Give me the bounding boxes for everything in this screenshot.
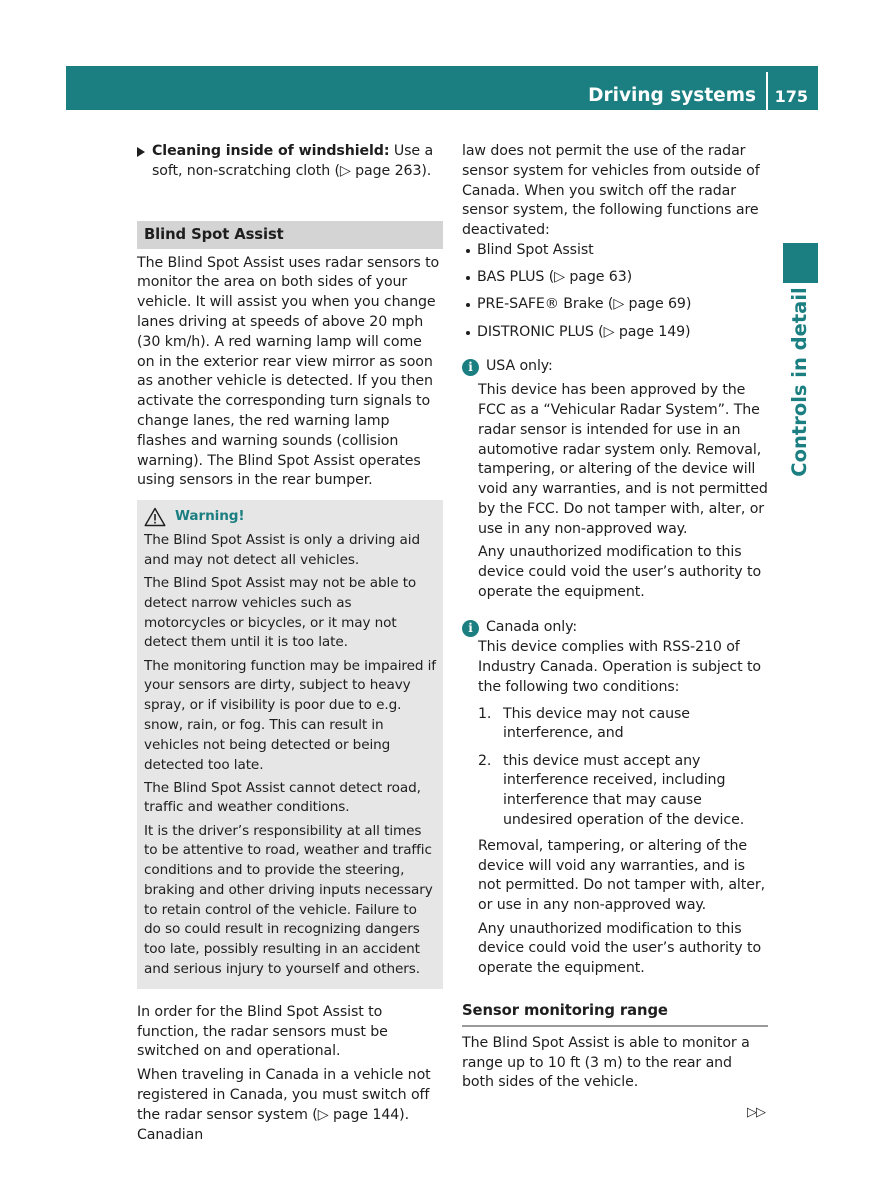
list-number: 1. (478, 705, 492, 722)
warning-paragraph: The Blind Spot Assist is only a driving aid and may not detect all vehicles. (144, 532, 420, 568)
instruction-step (137, 142, 443, 182)
canada-note-paragraph: This device complies with RSS-210 of Industry Canada. Operation is subject to the following two conditions: (478, 639, 762, 695)
side-tab-marker (783, 243, 818, 283)
sensor-range-paragraph: The Blind Spot Assist is able to monitor a range up to 10 ft (3 m) to the rear and both sides of the vehicle. (462, 1034, 750, 1091)
list-item: Blind Spot Assist (462, 241, 768, 261)
section-title: Blind Spot Assist (137, 221, 443, 249)
deactivated-functions-list (462, 241, 768, 342)
warning-box (137, 500, 443, 989)
conditions-list (478, 705, 768, 831)
warning-paragraph: The Blind Spot Assist may not be able to detect narrow vehicles such as motorcycles or bicycles, or it may not detect them until it is too late. (144, 575, 417, 651)
usa-note-header (462, 357, 768, 377)
step-label: Cleaning inside of windshield: (152, 143, 390, 159)
info-icon: i (462, 620, 479, 637)
warning-paragraph: The Blind Spot Assist cannot detect road, traffic and weather conditions. (144, 779, 421, 816)
canada-note-body (462, 638, 768, 979)
step-arrow-icon (137, 147, 145, 157)
list-item: DISTRONIC PLUS (▷ page 149) (462, 323, 768, 343)
page-number: 175 (774, 87, 808, 106)
warning-triangle-icon (144, 507, 166, 527)
page-header (66, 66, 818, 110)
warning-paragraph: The monitoring function may be impaired if your sensors are dirty, subject to heavy spray, or if visibility is poor due to e.g. snow, rain, or fog. This can result in vehicles not being detected or being detected too late. (144, 657, 436, 773)
right-column (462, 142, 768, 1093)
usa-note-title: USA only: (486, 358, 553, 375)
canada-note-title: Canada only: (486, 619, 578, 636)
list-item-text: this device must accept any interference received, including interference that may cause undesired operation of the device. (503, 752, 745, 829)
info-icon: i (462, 359, 479, 376)
list-item (478, 752, 768, 831)
left-column (137, 142, 443, 1145)
list-number: 2. (478, 752, 492, 769)
list-item-text: This device may not cause interference, and (503, 705, 690, 742)
usa-note-paragraph: Any unauthorized modification to this device could void the user’s authority to operate the equipment. (478, 544, 762, 600)
list-item: PRE-SAFE® Brake (▷ page 69) (462, 295, 768, 315)
usa-note-body (462, 381, 768, 602)
side-tab-label: Controls in detail (788, 287, 811, 477)
chapter-title: Driving systems (588, 85, 756, 106)
subsection-title: Sensor monitoring range (462, 1001, 768, 1027)
canada-note-paragraph: Removal, tampering, or altering of the device will void any warranties, and is not permitted. Do not tamper with, alter, or use in any non-approved way. (478, 837, 766, 914)
canada-note (462, 618, 768, 979)
warning-header (144, 507, 436, 527)
continue-marker: ▷▷ (747, 1105, 765, 1120)
canada-travel-paragraph: When traveling in Canada in a vehicle not registered in Canada, you must switch off the radar sensor system (▷ page 144). Canadian (137, 1067, 431, 1143)
law-paragraph: law does not permit the use of the radar sensor system for vehicles from outside of Canada. When you switch off the radar sensor system, the following functions are deactivated: (462, 143, 760, 239)
canada-note-header (462, 618, 768, 638)
usa-note (462, 357, 768, 602)
usa-note-paragraph: This device has been approved by the FCC as a “Vehicular Radar System”. The radar sensor is intended for use in an automotive radar system only. Removal, tampering, or altering of the device will void any warranties, and is not permitted by the FCC. Do not tamper with, alter, or use in any non-approved way. (478, 382, 768, 537)
warning-paragraph: It is the driver’s responsibility at all times to be attentive to road, weather and traffic conditions and to provide the steering, braking and other driving inputs necessary to retain control of the vehicle. Failure to do so could result in recognizing dangers too late, possibly resulting in an accident and serious injury to yourself and others. (144, 822, 433, 978)
list-item: BAS PLUS (▷ page 63) (462, 268, 768, 288)
header-divider (766, 72, 768, 110)
warning-title: Warning! (175, 508, 245, 525)
list-item (478, 705, 768, 745)
function-paragraph: In order for the Blind Spot Assist to function, the radar sensors must be switched on and operational. (137, 1003, 388, 1060)
step-text: Use a soft, non-scratching cloth (▷ page 263). (152, 143, 434, 179)
intro-paragraph: The Blind Spot Assist uses radar sensors to monitor the area on both sides of your vehicle. It will assist you when you change lanes driving at speeds of above 20 mph (30 km/h). A red warning lamp will come on in the exterior rear view mirror as soon as another vehicle is detected. If you then activate the corresponding turn signals to change lanes, the red warning lamp flashes and warning sounds (collision warning). The Blind Spot Assist operates using sensors in the rear bumper. (137, 254, 440, 489)
canada-note-paragraph: Any unauthorized modification to this device could void the user’s authority to operate the equipment. (478, 920, 762, 977)
